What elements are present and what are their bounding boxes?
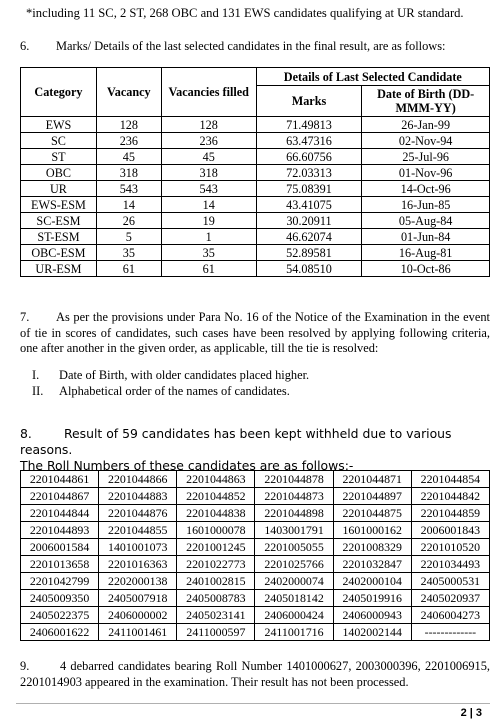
cell-dob: 01-Nov-96 <box>362 165 490 181</box>
roll-number-cell: 2201044876 <box>99 505 177 522</box>
last-selected-table <box>20 67 490 277</box>
cell-filled: 1 <box>161 229 256 245</box>
roll-number-cell: 2201044893 <box>21 522 99 539</box>
criterion-text: Date of Birth, with older candidates placed higher. <box>59 368 310 382</box>
cell-dob: 02-Nov-94 <box>362 133 490 149</box>
table-row <box>21 488 490 505</box>
header-category: Category <box>21 68 97 117</box>
cell-dob: 16-Aug-81 <box>362 245 490 261</box>
roll-number-cell: 2201044871 <box>333 471 411 488</box>
cell-marks: 72.03313 <box>256 165 362 181</box>
table-row <box>21 556 490 573</box>
roll-number-cell: 2201044898 <box>255 505 333 522</box>
roll-number-cell: 2201016363 <box>99 556 177 573</box>
roll-number-cell: 2405020937 <box>411 590 489 607</box>
roll-number-cell: 2411000597 <box>177 624 255 641</box>
section-8-line-1 <box>20 426 490 458</box>
section-6-number: 6. <box>20 39 30 53</box>
cell-vacancy: 318 <box>96 165 161 181</box>
list-item <box>32 368 309 384</box>
roll-number-cell: 2201044855 <box>99 522 177 539</box>
table-row <box>21 245 490 261</box>
table-row <box>21 133 490 149</box>
cell-category: SC-ESM <box>21 213 97 229</box>
cell-category: ST <box>21 149 97 165</box>
cell-category: UR-ESM <box>21 261 97 277</box>
roll-number-cell: 2201025766 <box>255 556 333 573</box>
table-row <box>21 213 490 229</box>
roll-number-cell: 2201044838 <box>177 505 255 522</box>
cell-filled: 128 <box>161 117 256 133</box>
roll-number-cell: 2406000002 <box>99 607 177 624</box>
section-8-line-2: The Roll Numbers of these candidates are as follows:- <box>20 458 354 473</box>
cell-category: ST-ESM <box>21 229 97 245</box>
cell-vacancy: 14 <box>96 197 161 213</box>
cell-category: OBC-ESM <box>21 245 97 261</box>
table-row <box>21 505 490 522</box>
section-7-number: 7. <box>20 310 30 324</box>
cell-vacancy: 61 <box>96 261 161 277</box>
roll-number-cell: 2201022773 <box>177 556 255 573</box>
cell-marks: 75.08391 <box>256 181 362 197</box>
section-7-text: As per the provisions under Para No. 16 of the Notice of the Examination in the event of tie in scores of candidates, such cases have been resolved by applying following criteria, one after another in the given order, as applicable, till the tie is resolved: <box>20 310 490 355</box>
list-item <box>32 384 309 400</box>
roll-number-cell: 2201044844 <box>21 505 99 522</box>
cell-filled: 61 <box>161 261 256 277</box>
cell-marks: 30.20911 <box>256 213 362 229</box>
roll-number-cell: 2405008783 <box>177 590 255 607</box>
section-8-number: 8. <box>20 426 32 441</box>
cell-category: OBC <box>21 165 97 181</box>
table-row <box>21 165 490 181</box>
tie-break-criteria-list <box>32 368 309 400</box>
table-row <box>21 261 490 277</box>
roll-number-cell: 2402000074 <box>255 573 333 590</box>
cell-dob: 01-Jun-84 <box>362 229 490 245</box>
withheld-roll-numbers-body <box>21 471 490 641</box>
roll-number-cell: 2201005055 <box>255 539 333 556</box>
roll-number-cell: 2405000531 <box>411 573 489 590</box>
cell-dob: 16-Jun-85 <box>362 197 490 213</box>
cell-vacancy: 236 <box>96 133 161 149</box>
roll-number-cell: 2411001716 <box>255 624 333 641</box>
roll-number-cell: 2201044883 <box>99 488 177 505</box>
section-9-number: 9. <box>20 659 30 673</box>
page-number: 2 | 3 <box>460 707 482 719</box>
roll-number-cell: 2201044861 <box>21 471 99 488</box>
roll-number-cell: 2201044859 <box>411 505 489 522</box>
footnote: *including 11 SC, 2 ST, 268 OBC and 131 EWS candidates qualifying at UR standard. <box>26 6 464 20</box>
roll-number-cell: 1403001791 <box>255 522 333 539</box>
roll-number-cell: 2201044852 <box>177 488 255 505</box>
withheld-roll-numbers-table <box>20 470 490 641</box>
cell-vacancy: 543 <box>96 181 161 197</box>
table-row <box>21 229 490 245</box>
roll-number-cell: ------------- <box>411 624 489 641</box>
roll-number-cell: 1402002144 <box>333 624 411 641</box>
roll-number-cell: 2201044854 <box>411 471 489 488</box>
roll-number-cell: 2201001245 <box>177 539 255 556</box>
cell-vacancy: 35 <box>96 245 161 261</box>
cell-vacancy: 26 <box>96 213 161 229</box>
cell-vacancy: 5 <box>96 229 161 245</box>
header-details: Details of Last Selected Candidate <box>256 68 489 86</box>
cell-marks: 63.47316 <box>256 133 362 149</box>
roll-number-cell: 2201034493 <box>411 556 489 573</box>
section-8-intro <box>20 426 490 474</box>
roll-number-cell: 1401001073 <box>99 539 177 556</box>
roll-number-cell: 2406004273 <box>411 607 489 624</box>
table-row <box>21 471 490 488</box>
cell-dob: 10-Oct-86 <box>362 261 490 277</box>
criterion-numeral: II. <box>32 384 44 398</box>
section-6-intro <box>20 39 488 55</box>
roll-number-cell: 2202000138 <box>99 573 177 590</box>
cell-vacancy: 45 <box>96 149 161 165</box>
header-dob: Date of Birth (DD-MMM-YY) <box>362 86 490 117</box>
roll-number-cell: 2405018142 <box>255 590 333 607</box>
roll-number-cell: 2006001584 <box>21 539 99 556</box>
cell-marks: 46.62074 <box>256 229 362 245</box>
roll-number-cell: 2405009350 <box>21 590 99 607</box>
roll-number-cell: 2406000424 <box>255 607 333 624</box>
roll-number-cell: 2405022375 <box>21 607 99 624</box>
table-row <box>21 117 490 133</box>
roll-number-cell: 1601000078 <box>177 522 255 539</box>
header-marks: Marks <box>256 86 362 117</box>
criterion-text: Alphabetical order of the names of candidates. <box>59 384 290 398</box>
roll-number-cell: 2406001622 <box>21 624 99 641</box>
roll-number-cell: 2405007918 <box>99 590 177 607</box>
table-row <box>21 607 490 624</box>
section-8-text: Result of 59 candidates has been kept withheld due to various reasons. <box>20 426 452 457</box>
cell-category: UR <box>21 181 97 197</box>
cell-dob: 14-Oct-96 <box>362 181 490 197</box>
table-row <box>21 197 490 213</box>
roll-number-cell: 2201044897 <box>333 488 411 505</box>
roll-number-cell: 2405023141 <box>177 607 255 624</box>
table-row <box>21 522 490 539</box>
table-row <box>21 590 490 607</box>
roll-number-cell: 2006001843 <box>411 522 489 539</box>
table-row <box>21 573 490 590</box>
table-row <box>21 539 490 556</box>
cell-filled: 35 <box>161 245 256 261</box>
roll-number-cell: 2201010520 <box>411 539 489 556</box>
roll-number-cell: 2201044873 <box>255 488 333 505</box>
cell-filled: 45 <box>161 149 256 165</box>
cell-marks: 71.49813 <box>256 117 362 133</box>
cell-dob: 26-Jan-99 <box>362 117 490 133</box>
roll-number-cell: 2201044867 <box>21 488 99 505</box>
roll-number-cell: 2201044875 <box>333 505 411 522</box>
table-row <box>21 624 490 641</box>
footer-divider <box>16 703 490 704</box>
table-row <box>21 149 490 165</box>
cell-filled: 14 <box>161 197 256 213</box>
roll-number-cell: 2402000104 <box>333 573 411 590</box>
header-vacancies-filled: Vacancies filled <box>161 68 256 117</box>
cell-marks: 54.08510 <box>256 261 362 277</box>
roll-number-cell: 2201044863 <box>177 471 255 488</box>
roll-number-cell: 2201044866 <box>99 471 177 488</box>
table-row <box>21 181 490 197</box>
roll-number-cell: 2201013658 <box>21 556 99 573</box>
cell-category: SC <box>21 133 97 149</box>
cell-marks: 43.41075 <box>256 197 362 213</box>
roll-number-cell: 2405019916 <box>333 590 411 607</box>
roll-number-cell: 2201042799 <box>21 573 99 590</box>
cell-vacancy: 128 <box>96 117 161 133</box>
cell-filled: 318 <box>161 165 256 181</box>
section-9-text: 4 debarred candidates bearing Roll Number 1401000627, 2003000396, 2201006915, 2201014903 appeared in the examination. Their result has not been processed. <box>20 659 490 689</box>
section-6-text: Marks/ Details of the last selected candidates in the final result, are as follows: <box>56 39 446 53</box>
cell-filled: 543 <box>161 181 256 197</box>
section-7 <box>20 310 490 357</box>
header-vacancy: Vacancy <box>96 68 161 117</box>
cell-marks: 52.89581 <box>256 245 362 261</box>
cell-dob: 25-Jul-96 <box>362 149 490 165</box>
cell-category: EWS-ESM <box>21 197 97 213</box>
roll-number-cell: 2201008329 <box>333 539 411 556</box>
last-selected-table-body <box>21 117 490 277</box>
cell-dob: 05-Aug-84 <box>362 213 490 229</box>
cell-category: EWS <box>21 117 97 133</box>
roll-number-cell: 2406000943 <box>333 607 411 624</box>
roll-number-cell: 2201044842 <box>411 488 489 505</box>
section-9 <box>20 659 490 690</box>
roll-number-cell: 2201032847 <box>333 556 411 573</box>
cell-filled: 236 <box>161 133 256 149</box>
roll-number-cell: 2411001461 <box>99 624 177 641</box>
cell-marks: 66.60756 <box>256 149 362 165</box>
criterion-numeral: I. <box>32 368 40 382</box>
roll-number-cell: 2201044878 <box>255 471 333 488</box>
roll-number-cell: 1601000162 <box>333 522 411 539</box>
roll-number-cell: 2401002815 <box>177 573 255 590</box>
cell-filled: 19 <box>161 213 256 229</box>
